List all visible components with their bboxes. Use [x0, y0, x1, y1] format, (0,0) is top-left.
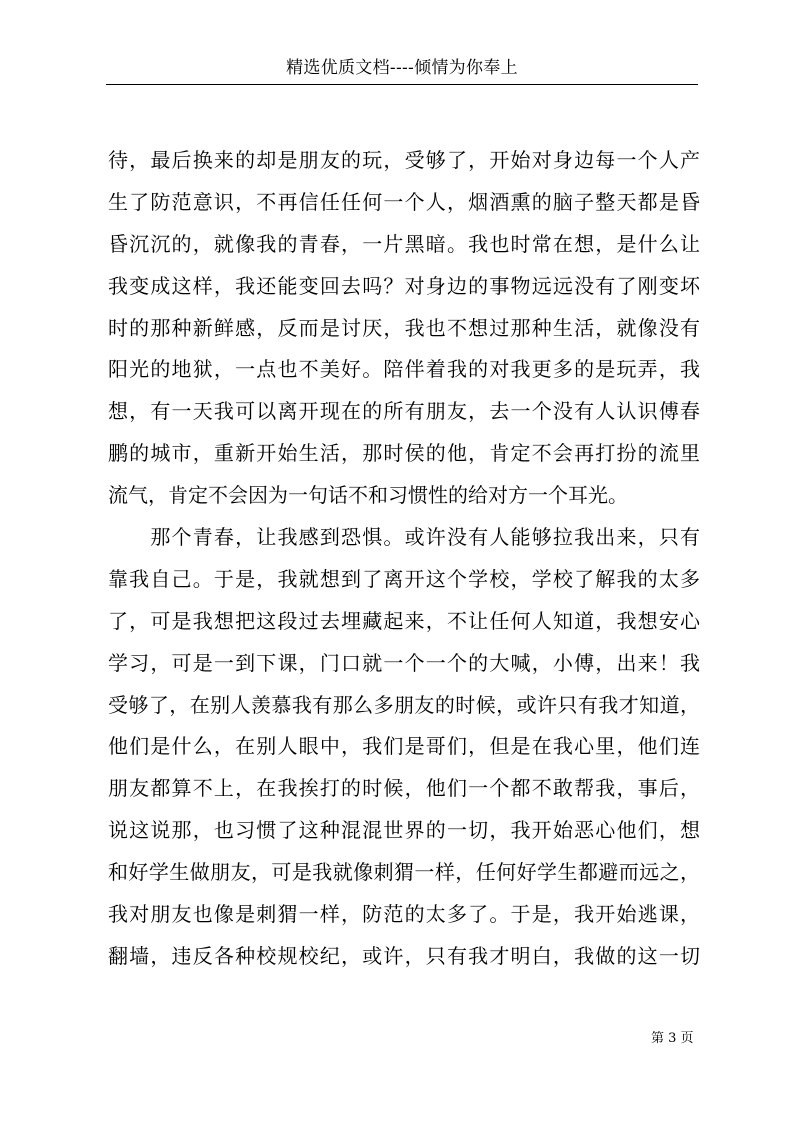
text-line: 流气，肯定不会因为一句话不和习惯性的给对方一个耳光。	[108, 483, 628, 508]
text-line: 靠我自己。于是，我就想到了离开这个学校，学校了解我的太多	[108, 566, 700, 591]
text-line: 我对朋友也像是刺猬一样，防范的太多了。于是，我开始逃课，	[108, 902, 700, 927]
text-line: 鹏的城市，重新开始生活，那时侯的他，肯定不会再打扮的流里	[108, 441, 700, 466]
text-line: 受够了，在别人羡慕我有那么多朋友的时候，或许只有我才知道，	[108, 692, 700, 717]
text-line: 时的那种新鲜感，反而是讨厌，我也不想过那种生活，就像没有	[108, 315, 700, 340]
text-line: 我变成这样，我还能变回去吗？对身边的事物远远没有了刚变坏	[108, 273, 700, 298]
page-header-title: 精选优质文档----倾情为你奉上	[286, 58, 518, 78]
page-number: 第 3 页	[651, 1031, 694, 1046]
text-line: 阳光的地狱，一点也不美好。陪伴着我的对我更多的是玩弄，我	[108, 357, 700, 382]
text-line: 翻墙，违反各种校规校纪，或许，只有我才明白，我做的这一切	[108, 943, 700, 968]
text-line: 说这说那，也习惯了这种混混世界的一切，我开始恶心他们，想	[108, 818, 700, 843]
text-line: 想，有一天我可以离开现在的所有朋友，去一个没有人认识傅春	[108, 399, 700, 424]
text-line: 那个青春，让我感到恐惧。或许没有人能够拉我出来，只有	[108, 525, 700, 550]
text-line: 学习，可是一到下课，门口就一个一个的大喊，小傅，出来！我	[108, 650, 700, 675]
text-line: 朋友都算不上，在我挨打的时候，他们一个都不敢帮我，事后，	[108, 776, 700, 801]
body-text	[108, 148, 700, 986]
header-rule	[106, 84, 698, 85]
text-line: 了，可是我想把这段过去埋藏起来，不让任何人知道，我想安心	[108, 608, 700, 633]
text-line: 昏沉沉的，就像我的青春，一片黑暗。我也时常在想，是什么让	[108, 231, 700, 256]
text-line: 他们是什么，在别人眼中，我们是哥们，但是在我心里，他们连	[108, 734, 700, 759]
text-line: 和好学生做朋友，可是我就像刺猬一样，任何好学生都避而远之，	[108, 860, 700, 885]
text-line: 生了防范意识，不再信任任何一个人，烟酒熏的脑子整天都是昏	[108, 189, 700, 214]
text-line: 待，最后换来的却是朋友的玩，受够了，开始对身边每一个人产	[108, 148, 700, 172]
